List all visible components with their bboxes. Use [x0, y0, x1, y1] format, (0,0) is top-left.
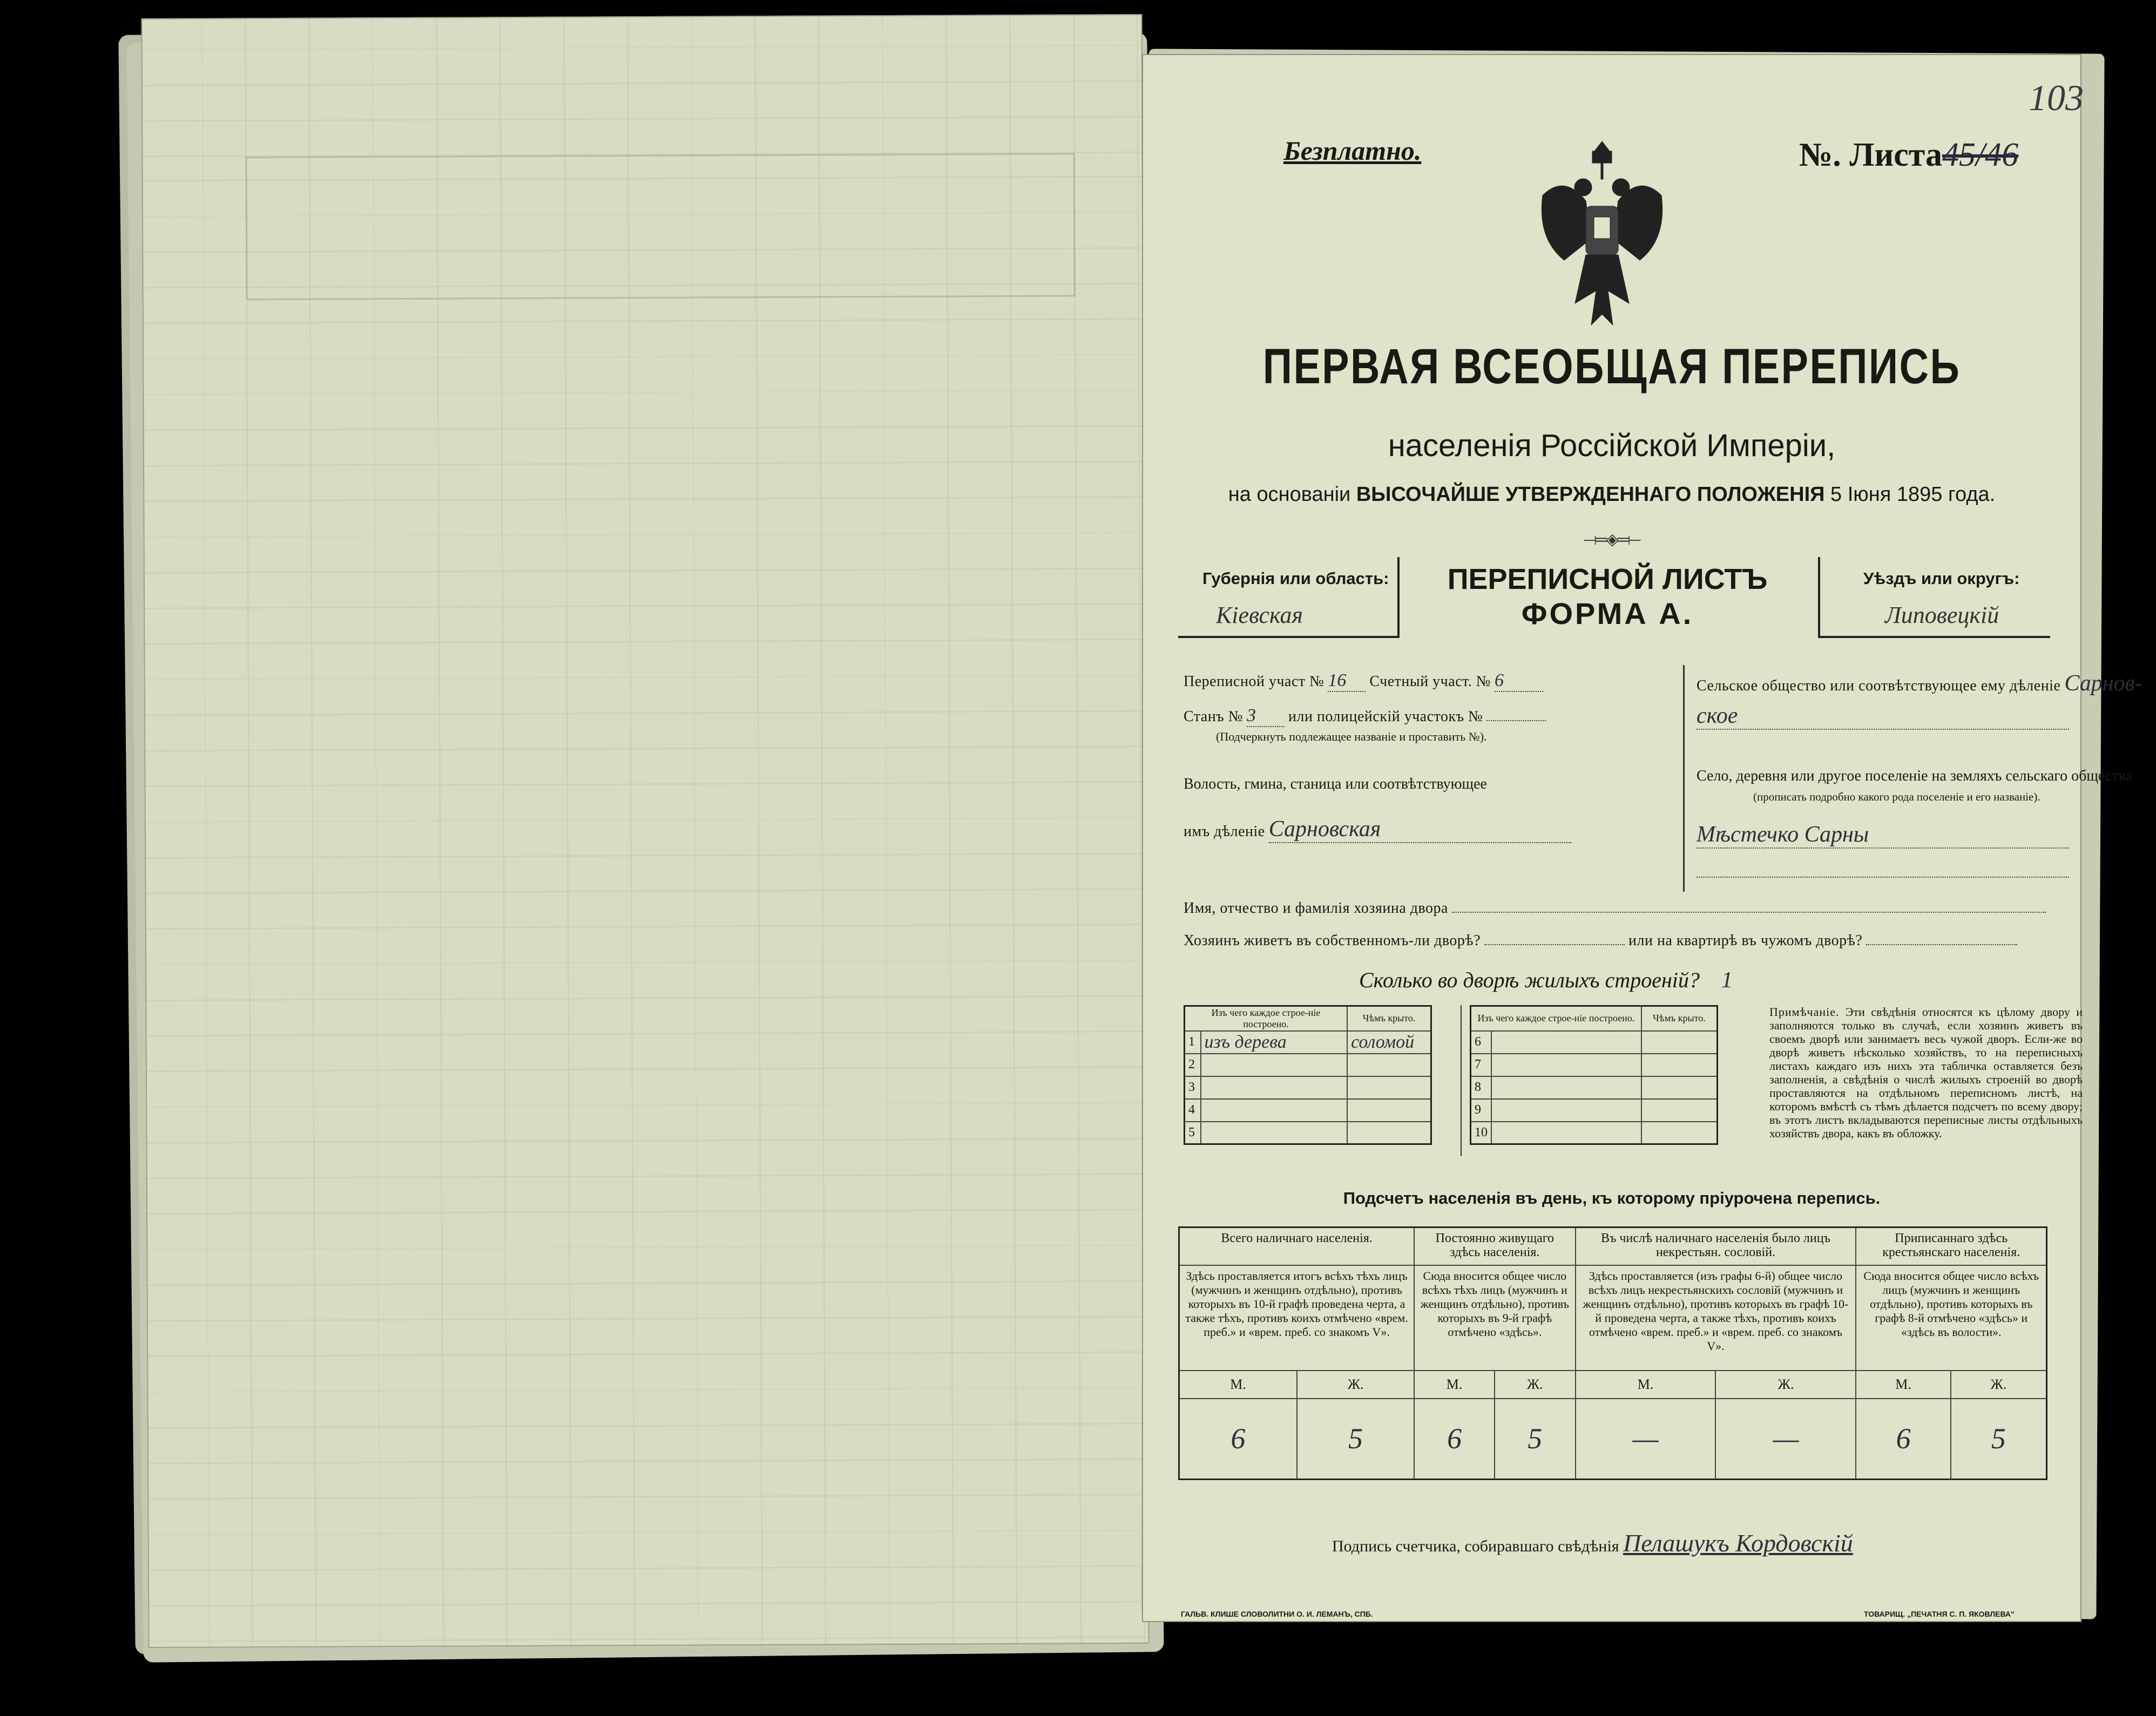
population-title: Подсчетъ населенія въ день, къ которому пріурочена перепись. [1343, 1189, 1881, 1208]
building-number: 9 [1471, 1099, 1492, 1122]
male-label: М. [1856, 1371, 1950, 1399]
building-number: 7 [1471, 1054, 1492, 1076]
building-number: 4 [1185, 1099, 1201, 1122]
show-through-table [246, 153, 1076, 301]
building-row [1185, 1122, 1431, 1144]
society-value-1: Сарнов- [2064, 671, 2143, 696]
village-value: Мѣстечко Сарны [1697, 822, 2069, 849]
buildings-col-roof: Чѣмъ крыто. [1347, 1006, 1431, 1031]
male-count: 6 [1414, 1399, 1495, 1480]
form-header [1178, 557, 2091, 638]
sheet-number-value: 45/46 [1942, 137, 2019, 173]
buildings-table-left [1184, 1005, 1432, 1145]
printer-left: ГАЛЬВ. КЛИШЕ СЛОВОЛИТНИ О. И. ЛЕМАНЪ, СПБ. [1181, 1610, 1373, 1618]
building-number: 2 [1185, 1054, 1201, 1076]
building-roof [1641, 1031, 1718, 1054]
population-col-desc: Здѣсь проставляется (изъ графы 6-й) общее число всѣхъ лицъ некрестьянскихъ сословій (мужчинъ и женщинъ отдѣльно), противъ которыхъ въ графѣ 10-й проведена черта, а также тѣхъ, противъ коихъ отмѣчено «врем. преб.» и «врем. преб. со знакомъ V». [1576, 1265, 1856, 1371]
gubernia-value: Кіевская [1216, 602, 1303, 628]
uezd-value: Липовецкій [1885, 602, 1999, 628]
double-headed-eagle-icon [1532, 131, 1672, 336]
building-roof [1347, 1054, 1431, 1076]
building-material [1201, 1099, 1348, 1122]
building-row [1471, 1122, 1718, 1144]
buildings-col-material: Изъ чего каждое строе-ніе построено. [1471, 1006, 1641, 1031]
building-roof [1641, 1076, 1718, 1099]
building-row [1185, 1054, 1431, 1076]
form-title-main: ПЕРЕПИСНОЙ ЛИСТЪ [1447, 563, 1768, 595]
note-head: Примѣчаніе. [1769, 1005, 1840, 1019]
building-row [1471, 1076, 1718, 1099]
building-row [1185, 1031, 1431, 1054]
volost-field [1184, 816, 1571, 843]
female-label: Ж. [1495, 1371, 1575, 1399]
building-number: 3 [1185, 1076, 1201, 1099]
building-number: 5 [1185, 1122, 1201, 1144]
building-row [1471, 1054, 1718, 1076]
population-table [1178, 1226, 2047, 1480]
building-row [1471, 1099, 1718, 1122]
census-district-value: 16 [1328, 670, 1366, 692]
building-roof [1641, 1122, 1718, 1144]
stan-field [1184, 706, 1546, 727]
building-roof: соломой [1347, 1031, 1431, 1054]
legal-basis-pre: на основаніи [1228, 483, 1351, 506]
stan-value: 3 [1247, 706, 1285, 727]
buildings-note [1769, 1005, 2083, 1140]
female-count: — [1715, 1399, 1856, 1480]
owner-lives-field [1184, 932, 2017, 949]
building-roof [1641, 1099, 1718, 1122]
signature-value: Пелашукъ Кордовскій [1623, 1529, 1853, 1557]
village-field [1697, 822, 2069, 849]
building-roof [1347, 1076, 1431, 1099]
society-value-2: ское [1697, 703, 2069, 730]
female-count: 5 [1495, 1399, 1575, 1480]
population-col-head: Всего наличнаго населенія. [1179, 1227, 1415, 1265]
uezd-box [1818, 557, 2050, 638]
census-form-page [1142, 54, 2143, 1622]
form-title-sub: ФОРМА А. [1521, 596, 1694, 630]
volost-label: Волость, гмина, станица или соотвѣтствующее [1184, 776, 1487, 792]
building-row [1471, 1031, 1718, 1054]
building-material [1491, 1054, 1641, 1076]
apartment-value [1866, 944, 2017, 945]
legal-basis [1143, 483, 2080, 506]
building-row [1185, 1099, 1431, 1122]
ornament-divider: ⟞═◈═⟝ [1583, 531, 1640, 548]
building-material: изъ дерева [1201, 1031, 1348, 1054]
building-material [1491, 1076, 1641, 1099]
counting-district-value: 6 [1495, 670, 1543, 692]
population-col-head: Постоянно живущаго здѣсь населенія. [1414, 1227, 1575, 1265]
buildings-table-right [1470, 1005, 1718, 1145]
buildings-question-text: Сколько во дворѣ жилыхъ строеній? [1359, 968, 1700, 992]
left-page [141, 14, 1149, 1648]
village-field-2 [1697, 865, 2069, 882]
form-title [1400, 562, 1815, 631]
male-label: М. [1414, 1371, 1495, 1399]
gubernia-label: Губернія или область: [1202, 569, 1389, 588]
subtitle: населенія Россійской Имперіи, [1388, 428, 1836, 463]
building-roof [1347, 1099, 1431, 1122]
building-material [1491, 1122, 1641, 1144]
owner-field [1184, 900, 2046, 917]
counting-district-label: Счетный участ. № [1369, 673, 1491, 690]
building-material [1491, 1099, 1641, 1122]
building-number: 1 [1185, 1031, 1201, 1054]
society-field [1697, 670, 2143, 696]
population-col-desc: Сюда вносится общее число всѣхъ тѣхъ лицъ (мужчинъ и женщинъ отдѣльно), противъ которыхъ въ 9-й графѣ отмѣчено «здѣсь». [1414, 1265, 1575, 1371]
note-text: Эти свѣдѣнія относятся къ цѣлому двору и заполняются только въ случаѣ, если хозяинъ живетъ въ своемъ дворѣ или занимаетъ весь чужой дворъ. Если-же во дворѣ живетъ нѣсколько хозяйствъ, то на переписныхъ листахъ каждаго изъ нихъ эта табличка оставляется безъ заполненія, а свѣдѣнія о числѣ жилыхъ строеній во дворѣ проставляются на отдѣльномъ переписномъ листѣ, на которомъ вмѣстѣ съ тѣмъ дѣлается подсчетъ по всему двору; въ этотъ листъ вкладываются переписные листы отдѣльныхъ хозяйствъ двора, какъ въ обложку. [1769, 1005, 2083, 1140]
owner-value [1452, 912, 2046, 913]
building-number: 10 [1471, 1122, 1492, 1144]
main-title: ПЕРВАЯ ВСЕОБЩАЯ ПЕРЕПИСЬ [1262, 339, 1961, 394]
buildings-col-roof: Чѣмъ крыто. [1641, 1006, 1718, 1031]
village-note: (прописать подробно какого рода поселеніе и его названіе). [1753, 790, 2040, 803]
female-label: Ж. [1297, 1371, 1414, 1399]
census-district-label: Переписной участ № [1184, 673, 1324, 690]
building-number: 6 [1471, 1031, 1492, 1054]
building-number: 8 [1471, 1076, 1492, 1099]
population-col-desc: Сюда вносится общее число всѣхъ лицъ (мужчинъ и женщинъ отдѣльно), противъ которыхъ въ графѣ 8-й отмѣчено «здѣсь» и «здѣсь въ волости». [1856, 1265, 2046, 1371]
building-material [1201, 1122, 1348, 1144]
buildings-question [1359, 967, 1733, 993]
male-count: 6 [1179, 1399, 1297, 1480]
building-row [1185, 1076, 1431, 1099]
sheet-number-label: №. Листа [1799, 137, 1942, 173]
male-count: — [1576, 1399, 1716, 1480]
legal-basis-post: 5 Іюня 1895 года. [1830, 483, 1996, 506]
male-count: 6 [1856, 1399, 1950, 1480]
volost-value: Сарновская [1269, 816, 1571, 843]
buildings-count: 1 [1721, 968, 1733, 993]
building-roof [1347, 1122, 1431, 1144]
signature-label: Подпись счетчика, собиравшаго свѣдѣнія [1332, 1537, 1619, 1555]
population-col-head: Приписаннаго здѣсь крестьянскаго населенія. [1856, 1227, 2046, 1265]
gubernia-box [1178, 557, 1400, 638]
table-divider [1461, 1005, 1462, 1156]
population-col-head: Въ числѣ наличнаго населенія было лицъ некрестьян. сословій. [1576, 1227, 1856, 1265]
uezd-label: Уѣздъ или округъ: [1863, 569, 2020, 588]
village-blank-line [1697, 877, 2069, 878]
sheet-number [1799, 136, 2018, 174]
signature-line [1332, 1529, 1853, 1557]
village-label: Село, деревня или другое поселеніе на земляхъ сельскаго общества [1697, 768, 2132, 784]
female-count: 5 [1297, 1399, 1414, 1480]
free-label: Безплатно. [1283, 135, 1422, 166]
building-material [1491, 1031, 1641, 1054]
owner-label: Имя, отчество и фамилія хозяина двора [1184, 900, 1448, 917]
population-col-desc: Здѣсь проставляется итогъ всѣхъ тѣхъ лицъ (мужчинъ и женщинъ отдѣльно), противъ которыхъ въ 10-й графѣ проведена черта, а также тѣхъ, противъ коихъ отмѣчено «врем. преб.» и «врем. преб. со знакомъ V». [1179, 1265, 1415, 1371]
building-roof [1641, 1054, 1718, 1076]
female-count: 5 [1951, 1399, 2047, 1480]
female-label: Ж. [1951, 1371, 2047, 1399]
stan-note: (Подчеркнуть подлежащее названіе и проставить №). [1216, 730, 1487, 743]
owner-lives-label: Хозяинъ живетъ въ собственномъ-ли дворѣ? [1184, 932, 1481, 949]
police-value [1486, 720, 1546, 721]
owner-lives-value [1484, 944, 1625, 945]
female-label: Ж. [1715, 1371, 1856, 1399]
male-label: М. [1179, 1371, 1297, 1399]
archive-page-number: 103 [2029, 77, 2084, 118]
district-field [1184, 670, 1543, 692]
printer-right: ТОВАРИЩ. „ПЕЧАТНЯ С. П. ЯКОВЛЕВА" [1864, 1610, 2015, 1618]
stan-label: Станъ № [1184, 708, 1243, 725]
legal-basis-bold: ВЫСОЧАЙШЕ УТВЕРЖДЕННАГО ПОЛОЖЕНІЯ [1356, 483, 1825, 506]
buildings-col-material: Изъ чего каждое строе-ніе построено. [1185, 1006, 1348, 1031]
column-divider [1683, 665, 1685, 892]
apartment-label: или на квартирѣ въ чужомъ дворѣ? [1628, 932, 1863, 949]
male-label: М. [1576, 1371, 1716, 1399]
society-field-2 [1697, 703, 2069, 730]
society-label: Сельское общество или соотвѣтствующее ему дѣленіе [1697, 677, 2061, 694]
volost-label2: имъ дѣленіе [1184, 823, 1265, 840]
police-label: или полицейскій участокъ № [1288, 708, 1483, 725]
building-material [1201, 1076, 1348, 1099]
building-material [1201, 1054, 1348, 1076]
